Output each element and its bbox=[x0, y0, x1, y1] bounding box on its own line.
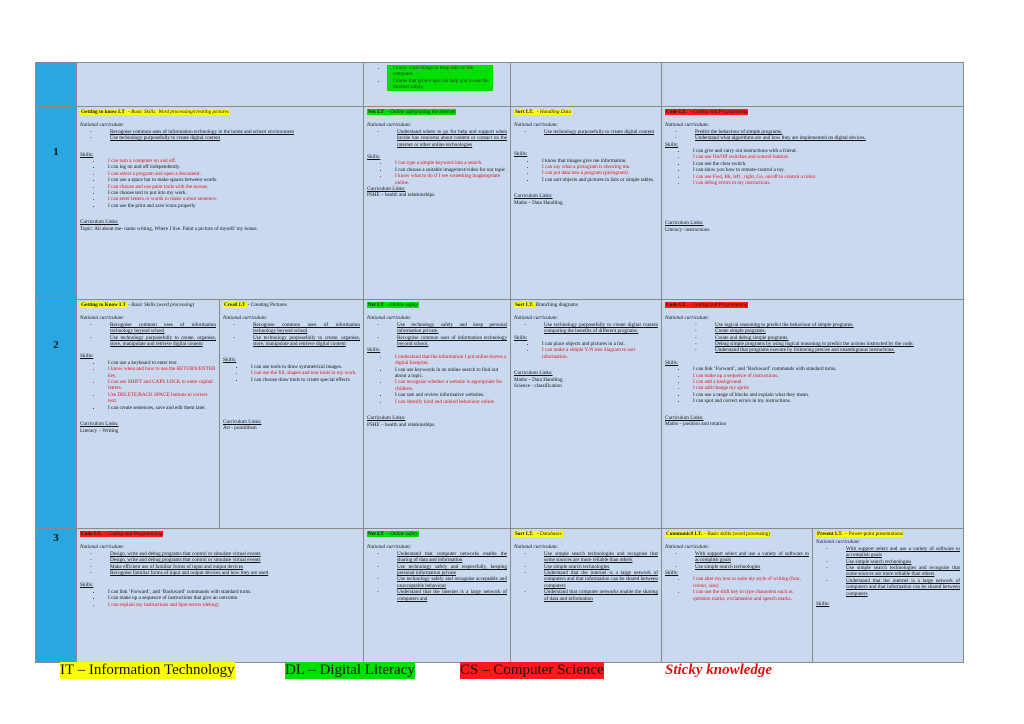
skill-item: • I can use SHIFT and CAPS LOCK to enter capital letters. bbox=[102, 379, 216, 392]
y2-code-cell bbox=[662, 300, 964, 529]
skill-item: • I can use a keyboard to enter text bbox=[102, 360, 216, 366]
nc-item: - Understand where to go for help and support when he/she has concerns about content or contact on the internet or other online technologies bbox=[377, 129, 507, 148]
nc-item: - Use technology safely and keep personal information private. bbox=[377, 322, 507, 335]
curriculum-grid bbox=[35, 62, 964, 663]
nc-item: - Understand that the internet is a large network of computers and bbox=[377, 589, 507, 602]
unit-subtitle: - Basic skills (word processing) bbox=[703, 531, 771, 537]
nc-item: - Use simple search technologies bbox=[524, 564, 658, 570]
skill-item: • I can use the print and save icons properly bbox=[102, 203, 360, 209]
year-number: 3 bbox=[36, 529, 77, 663]
unit-subtitle: - Online safety/using the internet bbox=[385, 109, 456, 115]
nc-list bbox=[514, 129, 658, 135]
unit-subtitle: - Creating Pictures bbox=[246, 302, 287, 308]
top-empty-cell bbox=[511, 63, 662, 107]
skill-item: • I can use the shift key to type characters such as question marks, exclamation and speech marks. bbox=[687, 589, 809, 602]
nc-label: National curriculum: bbox=[816, 539, 861, 546]
skill-item: • I can use the fill, shapes and text tools in my work. bbox=[245, 370, 360, 376]
unit-title: Sort I.T. bbox=[515, 531, 534, 537]
skill-item: • I understand that the information I put online leaves a digital footprint. bbox=[389, 354, 507, 367]
unit-subtitle: - Coding and Programming bbox=[688, 109, 748, 115]
skills-list bbox=[223, 364, 360, 383]
skill-item: • I can identify kind and unkind behaviour online. bbox=[389, 399, 507, 405]
nc-list bbox=[80, 129, 360, 142]
nc-item: - Recognise common uses of information technology beyond school bbox=[233, 322, 360, 335]
skill-item: • Use DELETE/BACK SPACE buttons to correct text. bbox=[102, 392, 216, 405]
skill-item: • I can use a range of blocks and explain what they mean. bbox=[687, 392, 960, 398]
unit-title: Communic8 I.T. bbox=[666, 531, 703, 537]
links-label: Curriculum Links: bbox=[514, 370, 553, 377]
links-label: Curriculum Links: bbox=[80, 421, 119, 428]
nc-item: - Recognise common uses of information technology beyond school bbox=[90, 322, 216, 335]
skill-item: • I can put data into a program (pictogram). bbox=[536, 170, 658, 176]
skill-item: • I can use the clear switch. bbox=[687, 161, 960, 167]
top-note-list bbox=[367, 65, 507, 91]
links-label: Curriculum Links: bbox=[665, 414, 704, 421]
skills-list bbox=[665, 366, 960, 404]
nc-item: - Understand that computer networks enable the sharing of data and information bbox=[377, 551, 507, 564]
year-column-header bbox=[36, 63, 77, 107]
skill-item: • I can debug errors in my instructions. bbox=[687, 180, 960, 186]
skill-item: • I can recognise whether a website is appropriate for children. bbox=[389, 379, 507, 392]
skill-item: • I can choose draw tools to create special effects bbox=[245, 377, 360, 383]
skills-label: Skills: bbox=[514, 334, 528, 341]
nc-item: - Use technology purposefully to create, organise, store, manipulate and retrieve digital content bbox=[90, 335, 216, 348]
top-note-item: • I know that grown ups can help you to use the Internet safely. bbox=[387, 78, 493, 91]
nc-label: National curriculum: bbox=[665, 544, 710, 551]
links-label: Curriculum Links: bbox=[514, 193, 553, 200]
skill-item: • I can rate and review informative websites. bbox=[389, 392, 507, 398]
skill-item: • I can choose a suitable image/text/video for our topic bbox=[389, 167, 507, 173]
nc-list bbox=[514, 322, 658, 335]
nc-label: National curriculum: bbox=[80, 122, 125, 129]
skill-item: • I can spot and correct errors in my instructions. bbox=[687, 398, 960, 404]
y2-net-cell bbox=[364, 300, 511, 529]
nc-item: - Understand that the internet is a large network of computers and that information can be shared between computers bbox=[826, 578, 960, 597]
skills-label: Skills: bbox=[816, 601, 830, 608]
skill-item: • I can select a program and open a document.. bbox=[102, 171, 360, 177]
links-text: Art - pointillism bbox=[223, 425, 257, 432]
unit-title: Sort I.T. bbox=[515, 302, 534, 308]
skill-item: • I can add/change my sprite bbox=[687, 385, 960, 391]
nc-item: - With support select and use a variety of software to accomplish goals bbox=[826, 546, 960, 559]
links-text: Maths – position and rotation bbox=[665, 421, 727, 428]
unit-title: Code I.T. bbox=[666, 302, 687, 308]
top-empty-cell bbox=[77, 63, 364, 107]
skills-label: Skills: bbox=[80, 353, 94, 360]
legend-dl: DL – Digital Literacy bbox=[285, 662, 415, 678]
legend-sticky: Sticky knowledge bbox=[665, 662, 773, 678]
skills-label: Skills: bbox=[514, 151, 528, 158]
nc-item: - Recognise familiar forms of input and output devices and how they are used bbox=[90, 570, 360, 576]
nc-list bbox=[223, 322, 360, 348]
nc-item: - Understand that computer networks enable the sharing of data and information bbox=[524, 589, 658, 602]
skill-item: • I can give and carry out instructions with a friend. bbox=[687, 148, 960, 154]
unit-subtitle: – Power-point presentations bbox=[843, 531, 904, 537]
legend-it: IT – Information Technology bbox=[60, 662, 235, 678]
skills-list bbox=[665, 148, 960, 186]
skill-item: • I can make up a sequence of instructions that give an outcome. bbox=[102, 595, 360, 601]
nc-label: National curriculum: bbox=[367, 315, 412, 322]
unit-subtitle: - Online safety bbox=[385, 302, 418, 308]
nc-item: - Use simple search technologies and recognise that some sources are more reliable than others bbox=[826, 565, 960, 578]
nc-item: - Understand what algorithms are and how they are implemented on digital devices. bbox=[675, 135, 960, 141]
nc-list bbox=[367, 129, 507, 148]
links-text: Maths – Data Handling bbox=[514, 199, 563, 206]
nc-list bbox=[665, 551, 809, 570]
nc-item: - Recognise common uses of information technology in the home and school environment bbox=[90, 129, 360, 135]
nc-item: - Design, write and debug programs that control or simulate virtual events bbox=[90, 551, 360, 557]
nc-item: - Use simple search technologies bbox=[675, 564, 809, 570]
y3-sort-cell bbox=[511, 529, 662, 663]
skill-item: • I know when and how to use the RETURN/ENTER key. bbox=[102, 366, 216, 379]
skills-list bbox=[367, 160, 507, 186]
skills-label: Skills: bbox=[367, 347, 381, 354]
unit-subtitle: - Online safety bbox=[385, 531, 418, 537]
unit-title: Net I.T bbox=[368, 531, 384, 537]
y2-it-cell bbox=[77, 300, 220, 529]
unit-title: Getting to know I.T bbox=[81, 109, 125, 115]
skills-label: Skills: bbox=[665, 570, 679, 577]
skill-item: • I can say what a pictogram is showing me. bbox=[536, 164, 658, 170]
nc-label: National curriculum: bbox=[223, 315, 268, 322]
nc-item: - Predict the behaviour of simple programs. bbox=[675, 129, 960, 135]
y3-net-cell bbox=[364, 529, 511, 663]
nc-list bbox=[80, 322, 216, 348]
links-text: Maths – Data Handling bbox=[514, 376, 563, 383]
skills-label: Skills: bbox=[80, 151, 94, 158]
top-empty-cell bbox=[662, 63, 964, 107]
skill-item: • I can alter my text to suite my style of writing (font, colour, size) bbox=[687, 576, 809, 589]
nc-list bbox=[816, 546, 960, 597]
y3-comm-cell bbox=[662, 529, 813, 663]
nc-item: - Use technology purposefully to create digital content bbox=[524, 129, 658, 135]
skill-item: • I can type a simple keyword into a search. bbox=[389, 160, 507, 166]
skills-list bbox=[514, 341, 658, 360]
nc-list bbox=[665, 322, 960, 354]
unit-title: Present I.T. bbox=[817, 531, 843, 537]
skill-item: • I can use keywords in an online search to find out about a topic. bbox=[389, 367, 507, 380]
skill-item: • I can make a simple Y/N tree diagram to sort information. bbox=[536, 347, 658, 360]
skill-item: • I can link ‘Forward’, and ‘Backward’ commands with standard turns. bbox=[102, 589, 360, 595]
nc-item: - Use simple search technologies bbox=[826, 559, 960, 565]
links-text: Science - classification bbox=[514, 383, 562, 390]
skill-item: • I can create sentences, save and edit them later. bbox=[102, 405, 216, 411]
unit-subtitle: - Handling Data bbox=[535, 109, 572, 115]
links-text: Topic: All about me- name writing, Where I live. Paint a picture of myself/ my house. bbox=[80, 225, 258, 232]
nc-label: National curriculum: bbox=[367, 544, 412, 551]
unit-subtitle: Branching diagrams bbox=[534, 302, 578, 308]
year-number: 1 bbox=[36, 107, 77, 300]
nc-label: National curriculum: bbox=[80, 544, 125, 551]
nc-item: - Debug simple programs by using logical reasoning to predict the actions instructed by the code. bbox=[695, 341, 960, 347]
nc-label: National curriculum: bbox=[514, 544, 559, 551]
skill-item: • I can use a space bar to make spaces between words. bbox=[102, 177, 360, 183]
y2-sort-cell bbox=[511, 300, 662, 529]
links-text: PSHE – health and relationships. bbox=[367, 192, 436, 199]
y3-code-cell bbox=[77, 529, 364, 663]
links-text: Literacy – Writing bbox=[80, 427, 119, 434]
skill-item: • I know that images give me information. bbox=[536, 158, 658, 164]
skill-item: • I can make up a sequence of instructions. bbox=[687, 373, 960, 379]
y1-code-cell bbox=[662, 107, 964, 300]
skill-item: • I can choose and use paint tools with the mouse. bbox=[102, 184, 360, 190]
nc-item: - Use technology safely and recognise acceptable and unacceptable behaviour bbox=[377, 576, 507, 589]
nc-list bbox=[367, 322, 507, 348]
skill-item: • I can explain my instructions and Spot errors (debug) bbox=[102, 602, 360, 608]
legend-cs: CS – Computer Science bbox=[460, 662, 604, 678]
skill-item: • I can use On/Off switches and control buttons. bbox=[687, 154, 960, 160]
links-label: Curriculum Links: bbox=[367, 415, 406, 422]
skill-item: • I can turn a computer on and off. bbox=[102, 158, 360, 164]
skills-list bbox=[665, 576, 809, 602]
nc-list bbox=[514, 551, 658, 602]
skills-list bbox=[80, 158, 360, 209]
skill-item: • I can link ‘Forward’, and ‘Backward’ commands with standard turns. bbox=[687, 366, 960, 372]
nc-item: - Design, write and debug programs that control or simulate virtual events bbox=[90, 557, 360, 563]
nc-item: - Use logical reasoning to predict the behaviour of simple programs. bbox=[695, 322, 960, 328]
skill-item: • I can enter letters or words to make a short sentence. bbox=[102, 196, 360, 202]
links-label: Curriculum Links: bbox=[80, 219, 119, 226]
links-text: PSHE – health and relationships. bbox=[367, 421, 436, 428]
nc-item: - Recognise common uses of information technology beyond school. bbox=[377, 335, 507, 348]
nc-item: - Use technology purposefully to create, organise, store, manipulate and retrieve digital content bbox=[233, 335, 360, 348]
skill-item: • I can place objects and pictures in a list. bbox=[536, 341, 658, 347]
links-text: Literacy- instructions bbox=[665, 226, 710, 233]
unit-title: Net I.T bbox=[368, 302, 384, 308]
unit-title: Code I.T. bbox=[666, 109, 687, 115]
unit-subtitle: - Basic Skills: Word processing/creating pictures bbox=[126, 109, 230, 115]
y3-present-cell bbox=[813, 529, 964, 663]
nc-item: - With support select and use a variety of software to accomplish goals bbox=[675, 551, 809, 564]
skills-label: Skills: bbox=[665, 141, 679, 148]
year-number: 2 bbox=[36, 300, 77, 529]
nc-list bbox=[80, 551, 360, 577]
unit-title: Net I.T bbox=[368, 109, 384, 115]
unit-subtitle: - Coding and Programming bbox=[688, 302, 748, 308]
nc-item: - Understand that programs execute by following precise and unambiguous instructions. bbox=[695, 347, 960, 353]
links-label: Curriculum Links: bbox=[665, 220, 704, 227]
skills-label: Skills: bbox=[665, 359, 679, 366]
y1-net-cell bbox=[364, 107, 511, 300]
skill-item: • I can use Fwd, Bk, left , right, Go, on/off to control a robot. bbox=[687, 174, 960, 180]
unit-title: Sort I.T. bbox=[515, 109, 534, 115]
unit-title: Code I.T. bbox=[81, 531, 102, 537]
skills-list bbox=[80, 589, 360, 608]
skills-list bbox=[80, 360, 216, 411]
unit-title: Getting to Know I.T bbox=[81, 302, 126, 308]
y2-crea-cell bbox=[220, 300, 364, 529]
top-note-cell bbox=[364, 63, 511, 107]
nc-label: National curriculum: bbox=[665, 122, 710, 129]
skills-label: Skills: bbox=[223, 357, 237, 364]
skill-item: • I can choose text to put into my work. bbox=[102, 190, 360, 196]
skill-item: • I can show you how to remote-control a toy. bbox=[687, 167, 960, 173]
nc-label: National curriculum: bbox=[665, 315, 710, 322]
nc-item: - Create and debug simple programs. bbox=[695, 335, 960, 341]
y1-it-cell bbox=[77, 107, 364, 300]
top-note-item: • I know what things to keep safe on the computer. bbox=[387, 65, 493, 78]
nc-label: National curriculum: bbox=[514, 315, 559, 322]
nc-list bbox=[665, 129, 960, 142]
nc-item: - Use simple search technologies and recognise that some sources are more reliable than others bbox=[524, 551, 658, 564]
skill-item: • I can sort objects and pictures in lists or simple tables. bbox=[536, 177, 658, 183]
skill-item: • I can use tools to draw symmetrical images. bbox=[245, 364, 360, 370]
unit-subtitle: - Databases bbox=[535, 531, 562, 537]
nc-item: - Understand that the internet is a large network of computers and that information can be shared between computers bbox=[524, 570, 658, 589]
skills-list bbox=[514, 158, 658, 184]
nc-item: - Use technology purposefully to create digital content comparing the benefits of different programs. bbox=[524, 322, 658, 335]
skills-list bbox=[367, 354, 507, 405]
unit-subtitle: - Basic Skills (word processing) bbox=[126, 302, 195, 308]
y1-sort-cell bbox=[511, 107, 662, 300]
links-label: Curriculum Links: bbox=[367, 186, 406, 193]
nc-label: National curriculum: bbox=[367, 122, 412, 129]
skills-label: Skills: bbox=[80, 582, 94, 589]
unit-title: Crea8 I.T bbox=[224, 302, 246, 308]
nc-item: - Use technology safely and respectfully, keeping personal information private bbox=[377, 564, 507, 577]
nc-list bbox=[367, 551, 507, 602]
nc-label: National curriculum: bbox=[80, 315, 125, 322]
nc-label: National curriculum: bbox=[514, 122, 559, 129]
unit-subtitle: - Coding and Programming bbox=[103, 531, 163, 537]
nc-item: - Make efficient use of familiar forms of input and output devices bbox=[90, 564, 360, 570]
skill-item: • I know what to do if I see something inappropriate online. bbox=[389, 173, 507, 186]
skills-label: Skills: bbox=[367, 154, 381, 161]
skill-item: • I can log on and off independently. bbox=[102, 164, 360, 170]
links-label: Curriculum Links: bbox=[223, 419, 262, 426]
skill-item: • I can add a background bbox=[687, 379, 960, 385]
nc-item: - Create simple programs. bbox=[695, 328, 960, 334]
nc-item: - Use technology purposefully to create digital content bbox=[90, 135, 360, 141]
